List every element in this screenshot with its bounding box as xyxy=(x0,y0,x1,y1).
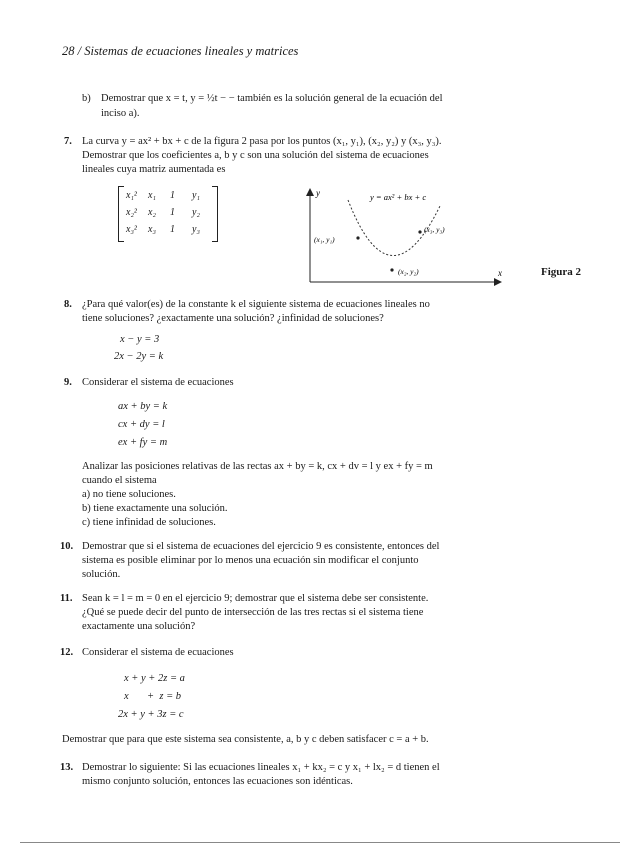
exercise-8-number: 8. xyxy=(64,299,72,310)
exercise-7-line1: La curva y = ax² + bx + c de la figura 2 pasa por los puntos (x₁, y₁), (x₂, y₂) y (x₃, y₃). xyxy=(82,136,442,147)
point-1 xyxy=(356,236,359,239)
item-b-label: b) xyxy=(82,93,91,104)
exercise-12-line2: Demostrar que para que este sistema sea consistente, a, b y c deben satisfacer c = a + b. xyxy=(62,734,429,745)
item-b-line1: Demostrar que x = t, y = ½t − − también es la solución general de la ecuación del xyxy=(101,93,443,104)
augmented-matrix xyxy=(118,186,218,240)
x-axis-label: x xyxy=(498,268,502,278)
exercise-7-line3: lineales cuya matriz aumentada es xyxy=(82,164,226,175)
exercise-9-number: 9. xyxy=(64,377,72,388)
point-1-label: (x₁, y₁) xyxy=(314,235,335,244)
exercise-12-eq3: 2x + y + 3z = c xyxy=(118,709,184,720)
exercise-8-eq1: x − y = 3 xyxy=(120,334,160,345)
exercise-12-eq1: x + y + 2z = a xyxy=(124,673,185,684)
exercise-11-line1: Sean k = l = m = 0 en el ejercicio 9; demostrar que el sistema debe ser consistente. xyxy=(82,593,429,604)
exercise-13-line1: Demostrar lo siguiente: Si las ecuaciones lineales x₁ + kx₂ = c y x₁ + lx₂ = d tienen el xyxy=(82,762,440,773)
exercise-10-line3: solución. xyxy=(82,569,121,580)
matrix-row-1 xyxy=(126,189,214,202)
exercise-9-option-b: b) tiene exactamente una solución. xyxy=(82,503,228,514)
exercise-8-eq2: 2x − 2y = k xyxy=(114,351,164,362)
exercise-11-number: 11. xyxy=(60,593,73,604)
page-header: 28 / Sistemas de ecuaciones lineales y matrices xyxy=(62,44,299,58)
matrix-cell: x₃ xyxy=(148,224,156,235)
matrix-cell: 1 xyxy=(170,224,175,235)
exercise-8-line2: tiene soluciones? ¿exactamente una solución? ¿infinidad de soluciones? xyxy=(82,313,384,324)
exercise-9-option-a: a) no tiene soluciones. xyxy=(82,489,176,500)
exercise-9-eq1: ax + by = k xyxy=(118,401,168,412)
bottom-scan-edge xyxy=(20,842,620,843)
exercise-10-number: 10. xyxy=(60,541,74,552)
matrix-cell: y₁ xyxy=(192,190,200,201)
exercise-10-line1: Demostrar que si el sistema de ecuaciones del ejercicio 9 es consistente, entonces del xyxy=(82,541,440,552)
exercise-11-line3: exactamente una solución? xyxy=(82,621,196,632)
matrix-cell: 1 xyxy=(170,190,175,201)
point-2-label: (x₂, y₂) xyxy=(398,267,419,276)
matrix-cell: x₂² xyxy=(126,207,137,218)
point-3 xyxy=(418,230,421,233)
exercise-11-line2: ¿Qué se puede decir del punto de intersección de las tres rectas si el sistema tiene xyxy=(82,607,424,618)
matrix-cell: x₁ xyxy=(148,190,156,201)
exercise-9-line2: Analizar las posiciones relativas de las rectas ax + by = k, cx + dv = l y ex + fy = m xyxy=(82,461,433,472)
matrix-cell: y₃ xyxy=(192,224,200,235)
exercise-8-line1: ¿Para qué valor(es) de la constante k el siguiente sistema de ecuaciones lineales no xyxy=(82,299,430,310)
y-axis-label: y xyxy=(316,188,320,198)
matrix-cell: 1 xyxy=(170,207,175,218)
item-b-line2: inciso a). xyxy=(101,108,140,119)
matrix-cell: y₂ xyxy=(192,207,200,218)
y-axis-arrow xyxy=(306,188,314,196)
exercise-13-line2: mismo conjunto solución, entonces las ecuaciones son idénticas. xyxy=(82,776,353,787)
point-3-label: (x₃, y₃) xyxy=(424,225,445,234)
matrix-cell: x₂ xyxy=(148,207,156,218)
exercise-9-line3: cuando el sistema xyxy=(82,475,157,486)
exercise-7-number: 7. xyxy=(64,136,72,147)
exercise-10-line2: sistema es posible eliminar por lo menos una ecuación sin modificar el conjunto xyxy=(82,555,419,566)
exercise-12-line1: Considerar el sistema de ecuaciones xyxy=(82,647,234,658)
exercise-7-line2: Demostrar que los coeficientes a, b y c son una solución del sistema de ecuaciones xyxy=(82,150,429,161)
x-axis-arrow xyxy=(494,278,502,286)
matrix-left-bracket xyxy=(118,186,124,242)
curve-label: y = ax² + bx + c xyxy=(370,192,427,202)
matrix-cell: x₃² xyxy=(126,224,137,235)
figure-caption: Figura 2 xyxy=(541,266,582,278)
exercise-9-line1: Considerar el sistema de ecuaciones xyxy=(82,377,234,388)
exercise-9-eq2: cx + dy = l xyxy=(118,419,165,430)
exercise-9-option-c: c) tiene infinidad de soluciones. xyxy=(82,517,216,528)
point-2 xyxy=(390,268,393,271)
exercise-12-eq2: x + z = b xyxy=(124,691,182,702)
matrix-row-2 xyxy=(126,206,214,219)
exercise-12-number: 12. xyxy=(60,647,74,658)
matrix-row-3 xyxy=(126,223,214,236)
matrix-cell: x₁² xyxy=(126,190,137,201)
exercise-9-eq3: ex + fy = m xyxy=(118,437,168,448)
exercise-13-number: 13. xyxy=(60,762,74,773)
